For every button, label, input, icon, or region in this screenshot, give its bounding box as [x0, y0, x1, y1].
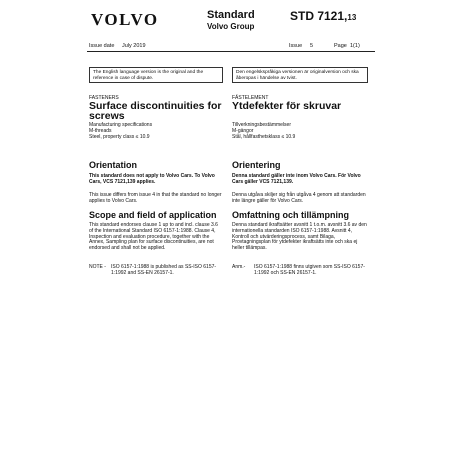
notice-box-sv: Den engelskspråkiga versionen är originalversion och ska åberopas i händelse av tvist.	[232, 67, 368, 83]
standard-number	[290, 9, 356, 23]
category-tag: FÄSTELEMENT	[232, 95, 269, 101]
spec-line: M-threads	[89, 128, 112, 134]
spec-line: Steel, property class ≤ 10.9	[89, 134, 150, 140]
standard-number-suffix: 13	[347, 13, 357, 22]
orientation-text: Denna utgåva skiljer sig från utgåva 4 genom att standarden inte längre gäller för Volvo Cars.	[232, 192, 366, 204]
note-label: NOTE -	[89, 264, 106, 270]
document-type: Standard	[207, 9, 255, 21]
issue-label: Issue	[289, 43, 303, 49]
spec-line: Stål, hållfasthetsklass ≤ 10.9	[232, 134, 296, 140]
scope-heading: Omfattning och tillämpning	[232, 210, 349, 220]
header-divider	[87, 51, 375, 52]
spec-lines	[232, 122, 372, 140]
scope-heading: Scope and field of application	[89, 210, 217, 220]
orientation-notice: Denna standard gäller inte inom Volvo Cars. För Volvo Cars gäller VCS 7121,139.	[232, 173, 361, 185]
note-text: ISO 6157-1:1988 is published as SS-ISO 6157-1:1992 and SS-EN 26157-1.	[111, 264, 217, 276]
standard-number-main: STD 7121,	[290, 9, 348, 23]
orientation-notice: This standard does not apply to Volvo Cars. To Volvo Cars, VCS 7121,139 applies.	[89, 173, 215, 185]
spec-line: Manufacturing specifications	[89, 122, 153, 128]
issue-date: July 2019	[122, 43, 146, 49]
orientation-text: This issue differs from issue 4 in that the standard no longer applies to Volvo Cars.	[89, 192, 222, 204]
orientation-heading: Orientering	[232, 160, 281, 170]
document-title: Surface discontinuities for screws	[89, 100, 222, 122]
notice-box-en: The English language version is the original and the reference in case of dispute.	[89, 67, 223, 83]
scope-text: Denna standard ikraftsätter avsnitt 1 t.o.m. avsnitt 3.6 av den internationella standarden ISO 6157-1:1988. Avsnitt 4, Kontroll och utvärderingsprocess, samt Bilaga, Provtagningsplan för ytdefekter ikraftsätts inte och ska ej heller tillämpas.	[232, 222, 367, 252]
spec-line: M-gängor	[232, 128, 254, 134]
page-number: 1(1)	[350, 43, 360, 49]
spec-line: Tillverkningsbestämmelser	[232, 122, 291, 128]
scope-text: This standard endorses clause 1 up to and incl. clause 3.6 of the International Standard ISO 6157-1:1988. Clause 4, Inspection and evaluation procedure, together with the Annex, Sampling plan for surface discontinuities, are not endorsed and shall not be applied.	[89, 222, 218, 252]
issue-date-label: Issue date	[89, 43, 115, 49]
spec-lines	[89, 122, 224, 140]
note-text: ISO 6157-1:1988 finns utgiven som SS-ISO 6157-1:1992 och SS-EN 26157-1.	[254, 264, 365, 276]
document-title: Ytdefekter för skruvar	[232, 100, 342, 112]
orientation-heading: Orientation	[89, 160, 138, 170]
note-label: Anm.-	[232, 264, 246, 270]
organization: Volvo Group	[207, 22, 255, 31]
volvo-logo: VOLVO	[91, 10, 159, 29]
category-tag: FASTENERS	[89, 95, 119, 101]
page-label: Page	[334, 43, 347, 49]
issue-number: 5	[310, 43, 314, 49]
